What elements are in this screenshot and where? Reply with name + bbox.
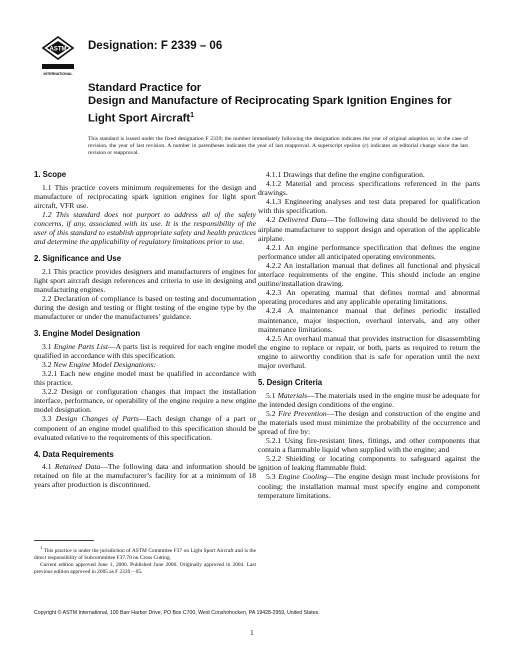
section-heading-scope: 1. Scope [34, 170, 67, 179]
paragraph-4-1 [34, 462, 256, 489]
footnote-text: This practice is under the jurisdiction of ASTM Committee F37 on Light Sport Aircraft and is the direct responsibility of Subcommittee F37.70 on Cross Cutting. [34, 547, 256, 561]
copyright-line: Copyright © ASTM International, 100 Barr Harbor Drive, PO Box C700, West Conshohocken, PA 19428-2959, United States. [34, 610, 320, 616]
paragraph-4-1-2: 4.1.2 Material and process specifications referenced in the parts drawings. [258, 179, 480, 198]
left-column [34, 170, 256, 490]
paragraph-text: —The following data and information should be retained on file at the manufacturer’s facility for at a minimum of 18 years after production is discontinued. [34, 462, 256, 490]
right-column [258, 170, 480, 500]
paragraph-5-2-2: 5.2.2 Shielding or locating components to safeguard against the ignition of leaking flammable fluid. [258, 454, 480, 473]
paragraph-3-2-1: 3.2.1 Each new engine model must be qualified in accordance with this practice. [34, 369, 256, 388]
paragraph-number: 4.2 [266, 215, 276, 225]
document-kind: Standard Practice for [88, 82, 202, 94]
paragraph-text: —A parts list is required for each engine model qualified in accordance with this specification. [34, 341, 256, 360]
paragraph-text: —Each design change of a part or component of an engine model qualified to this specification should be evaluated relative to the requirements of this specification. [34, 414, 256, 442]
footnote-divider [34, 540, 94, 541]
paragraph-number: 5.3 [266, 472, 276, 482]
paragraph-number: 5.2 [266, 408, 276, 418]
footnote-line-2: Current edition approved June 1, 2006. Published June 2006. Originally approved in 2004. Last previous edition approved in 2005 as F 2339 – 05. [34, 562, 256, 576]
issued-note: This standard is issued under the fixed designation F 2339; the number immediately following the designation indicates the year of original adoption or, in the case of revision, the year of last revision. A number in parentheses indicates the year of last reapproval. A superscript epsilon (ε) indicates an editorial change since the last revision or reapproval. [88, 136, 468, 157]
paragraph-5-1 [258, 391, 480, 409]
paragraph-text: —The design and construction of the engine and the materials used must minimize the probability of the occurrence and spread of fire by: [258, 408, 480, 436]
section-heading-data-requirements: 4. Data Requirements [34, 449, 114, 459]
defined-term: Fire Prevention [278, 408, 327, 418]
paragraph-4-1-3: 4.1.3 Engineering analyses and test data prepared for qualification with this specification. [258, 197, 480, 216]
paragraph-number: 5.1 [266, 390, 276, 400]
paragraph-2-2: 2.2 Declaration of compliance is based on testing and documentation during the design and testing or flight testing of the engine type by the manufacturer or under the manufacturers’ guidance. [34, 293, 256, 322]
paragraph-3-3 [34, 414, 256, 441]
paragraph-4-2-5: 4.2.5 An overhaul manual that provides instruction for disassembling the engine to replace or repair, or both, parts as required to return the engine to airworthy condition that is safe for operation until the next major overhaul. [258, 333, 480, 370]
paragraph-4-2-2: 4.2.2 An installation manual that defines all functional and physical interface requirements of the engine. This should include an engine outline/installation drawing. [258, 260, 480, 289]
page-number: 1 [250, 628, 254, 637]
title-footnote-marker: 1 [190, 111, 195, 119]
paragraph-2-1: 2.1 This practice provides designers and manufacturers of engines for light sport aircraft design references and criteria to use in designing and manufacturing engines. [34, 266, 256, 294]
svg-text:ASTM: ASTM [49, 46, 67, 53]
paragraph-number: 4.1 [42, 462, 52, 472]
paragraph-number: 3.2 [42, 359, 52, 369]
defined-term: Delivered Data [278, 215, 327, 225]
title-text: Design and Manufacture of Reciprocating Spark Ignition Engines for Light Sport Aircraft [88, 95, 452, 125]
defined-term: Engine Parts List [53, 341, 108, 351]
paragraph-text: —The materials used in the engine must be adequate for the intended design conditions of the engine. [258, 390, 480, 409]
defined-term: Materials [277, 390, 308, 400]
footnote-line-1 [34, 545, 256, 561]
document-title [88, 82, 478, 126]
paragraph-1-2: 1.2 This standard does not purport to address all of the safety concerns, if any, associated with its use. It is the responsibility of the user of this standard to establish appropriate safety and health practices and determine the applicability of regulatory limitations prior to use. [34, 209, 256, 247]
footnote [34, 545, 256, 577]
section-heading-design-criteria: 5. Design Criteria [258, 378, 323, 388]
title-main [88, 95, 478, 126]
paragraph-5-2 [258, 409, 480, 436]
paragraph-4-2-1: 4.2.1 An engine performance specification that defines the engine performance under all anticipated operating environments. [258, 242, 480, 261]
defined-term: New Engine Model Designations: [53, 359, 157, 369]
paragraph-4-1-1: 4.1.1 Drawings that define the engine configuration. [266, 170, 425, 179]
designation: Designation: F 2339 – 06 [88, 40, 223, 52]
section-heading-engine-model: 3. Engine Model Designation [34, 329, 141, 339]
defined-term: Retained Data [54, 462, 101, 472]
paragraph-4-2-3: 4.2.3 An operating manual that defines normal and abnormal operating procedures and any applicable operating limitations. [258, 288, 480, 307]
paragraph-4-2-4: 4.2.4 A maintenance manual that defines periodic installed maintenance, major inspection, overhaul intervals, and any other maintenance limitations. [258, 306, 480, 334]
paragraph-4-2 [258, 215, 480, 242]
paragraph-text: —The engine design must include provisions for cooling; the installation manual must specify engine and component temperature limitations. [258, 472, 480, 500]
footnote-marker: 1 [40, 545, 43, 550]
paragraph-number: 3.3 [42, 414, 52, 424]
paragraph-3-1 [34, 342, 256, 360]
defined-term: Design Changes of Parts [55, 414, 139, 424]
section-heading-significance: 2. Significance and Use [34, 254, 122, 264]
paragraph-3-2 [34, 360, 256, 369]
paragraph-1-1: 1.1 This practice covers minimum requirements for the design and manufacture of reciprocating spark ignition engines for light sport aircraft, VFR use. [34, 182, 256, 210]
paragraph-3-2-2: 3.2.2 Design or configuration changes that impact the installation interface, performance, or operability of the engine require a new engine model designation. [34, 387, 256, 415]
paragraph-text: —The following data should be delivered to the airplane manufacturer to support design and operation of the applicable airplane. [258, 215, 480, 243]
astm-logo-icon [40, 34, 76, 78]
paragraph-5-3 [258, 472, 480, 499]
paragraph-5-2-1: 5.2.1 Using fire-resistant lines, fittings, and other components that contain a flammable liquid when supplied with the engine; and [258, 436, 480, 455]
defined-term: Engine Cooling [278, 472, 327, 482]
svg-text:INTERNATIONAL: INTERNATIONAL [43, 72, 73, 76]
paragraph-number: 3.1 [42, 341, 52, 351]
